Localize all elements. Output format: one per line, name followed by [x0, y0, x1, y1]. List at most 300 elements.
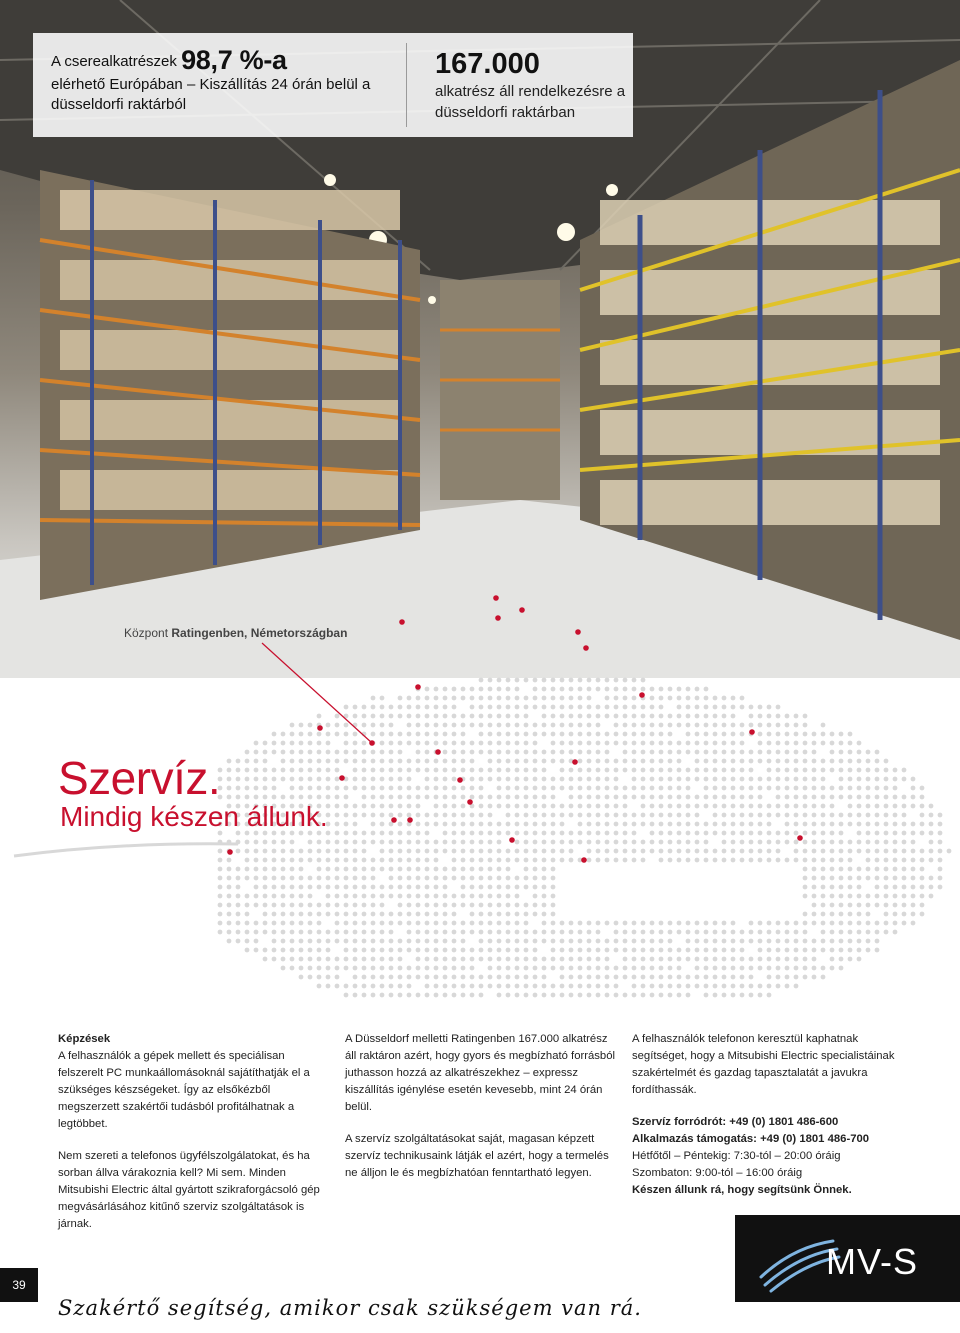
map-dot [812, 813, 817, 818]
map-dot [434, 993, 439, 998]
map-dot [668, 948, 673, 953]
map-dot [317, 912, 322, 917]
map-dot [704, 957, 709, 962]
map-dot [830, 831, 835, 836]
map-dot [713, 849, 718, 854]
map-dot [578, 948, 583, 953]
map-dot [326, 984, 331, 989]
map-dot [875, 867, 880, 872]
map-dot [263, 957, 268, 962]
map-dot [839, 912, 844, 917]
map-dot [749, 966, 754, 971]
map-dot [578, 804, 583, 809]
map-dot [236, 867, 241, 872]
map-dot [236, 912, 241, 917]
map-dot [299, 930, 304, 935]
map-dot [533, 876, 538, 881]
map-dot [650, 975, 655, 980]
map-dot [497, 867, 502, 872]
map-dot [551, 966, 556, 971]
map-dot [299, 894, 304, 899]
map-dot [290, 921, 295, 926]
map-dot [578, 831, 583, 836]
map-dot [938, 840, 943, 845]
map-dot [731, 975, 736, 980]
map-dot [407, 858, 412, 863]
map-dot [641, 858, 646, 863]
map-dot [758, 921, 763, 926]
map-dot [443, 993, 448, 998]
map-dot [443, 966, 448, 971]
map-dot [308, 975, 313, 980]
application-support: Alkalmazás támogatás: +49 (0) 1801 486-700 [632, 1133, 870, 1145]
map-dot [758, 831, 763, 836]
map-dot [353, 975, 358, 980]
map-dot [488, 867, 493, 872]
column-training [58, 1031, 328, 1248]
map-dot [380, 957, 385, 962]
map-dot [614, 921, 619, 926]
map-dot [551, 903, 556, 908]
map-dot [461, 966, 466, 971]
map-dot [659, 993, 664, 998]
map-dot [713, 831, 718, 836]
map-dot [488, 912, 493, 917]
map-dot [344, 903, 349, 908]
map-dot [425, 885, 430, 890]
map-dot [434, 957, 439, 962]
map-dot [623, 831, 628, 836]
map-dot [542, 822, 547, 827]
map-dot [443, 939, 448, 944]
map-dot [479, 813, 484, 818]
map-dot [578, 984, 583, 989]
stat-left-description: elérhető Európában – Kiszállítás 24 órán belül a düsseldorfi raktárból [51, 76, 371, 113]
map-dot [497, 921, 502, 926]
map-dot [533, 966, 538, 971]
map-dot [416, 840, 421, 845]
map-dot [461, 876, 466, 881]
map-dot [722, 831, 727, 836]
map-dot [335, 804, 340, 809]
map-dot [524, 957, 529, 962]
map-dot [452, 903, 457, 908]
map-dot [461, 984, 466, 989]
map-dot [398, 975, 403, 980]
map-dot [551, 894, 556, 899]
map-dot [533, 840, 538, 845]
map-dot [380, 939, 385, 944]
map-dot [551, 813, 556, 818]
map-dot [695, 831, 700, 836]
map-dot [587, 993, 592, 998]
map-dot [335, 894, 340, 899]
map-dot [605, 939, 610, 944]
map-dot [686, 804, 691, 809]
map-dot [677, 966, 682, 971]
map-dot [857, 912, 862, 917]
map-dot [830, 894, 835, 899]
map-dot [524, 984, 529, 989]
map-dot [506, 903, 511, 908]
map-dot [686, 813, 691, 818]
map-dot [299, 957, 304, 962]
map-dot [389, 966, 394, 971]
map-dot [866, 822, 871, 827]
map-dot [497, 984, 502, 989]
map-dot [461, 894, 466, 899]
map-dot [902, 813, 907, 818]
map-dot [803, 948, 808, 953]
map-dot [533, 948, 538, 953]
map-dot [560, 804, 565, 809]
map-dot [416, 822, 421, 827]
map-dot [830, 966, 835, 971]
map-dot [380, 849, 385, 854]
map-dot [299, 912, 304, 917]
map-dot [866, 840, 871, 845]
map-dot [875, 840, 880, 845]
map-dot [425, 939, 430, 944]
map-dot [479, 840, 484, 845]
map-dot [884, 849, 889, 854]
column-support [632, 1031, 912, 1199]
map-dot [677, 975, 682, 980]
map-dot [749, 813, 754, 818]
map-dot [614, 984, 619, 989]
map-dot [605, 948, 610, 953]
map-dot [389, 858, 394, 863]
map-dot [281, 876, 286, 881]
map-dot [920, 885, 925, 890]
map-dot [461, 867, 466, 872]
map-dot [641, 993, 646, 998]
map-dot [605, 975, 610, 980]
map-dot [425, 912, 430, 917]
map-dot [848, 885, 853, 890]
map-dot [938, 831, 943, 836]
map-dot [533, 930, 538, 935]
map-dot [515, 993, 520, 998]
map-dot [479, 867, 484, 872]
map-dot [416, 849, 421, 854]
map-dot [380, 804, 385, 809]
map-dot [506, 948, 511, 953]
map-dot [479, 975, 484, 980]
map-dot [533, 858, 538, 863]
map-dot [362, 858, 367, 863]
map-dot [434, 939, 439, 944]
map-dot [254, 858, 259, 863]
map-dot [794, 966, 799, 971]
map-dot [542, 867, 547, 872]
map-dot [461, 822, 466, 827]
map-dot [785, 822, 790, 827]
map-dot [794, 804, 799, 809]
map-dot [839, 867, 844, 872]
map-dot [632, 822, 637, 827]
map-dot [560, 813, 565, 818]
map-dot [659, 939, 664, 944]
map-dot [758, 993, 763, 998]
map-dot [830, 858, 835, 863]
map-dot [821, 885, 826, 890]
map-dot [353, 966, 358, 971]
map-dot [659, 822, 664, 827]
map-dot [605, 993, 610, 998]
map-dot [443, 822, 448, 827]
map-dot [659, 849, 664, 854]
map-dot [641, 930, 646, 935]
map-dot [884, 831, 889, 836]
map-dot [371, 939, 376, 944]
map-dot [551, 885, 556, 890]
map-dot [785, 984, 790, 989]
map-dot [623, 921, 628, 926]
map-dot [380, 822, 385, 827]
map-dot [326, 930, 331, 935]
map-dot [542, 939, 547, 944]
map-dot [614, 822, 619, 827]
map-dot [371, 885, 376, 890]
map-dot [767, 948, 772, 953]
map-dot [299, 867, 304, 872]
map-dot [749, 984, 754, 989]
map-dot [929, 822, 934, 827]
map-dot [470, 849, 475, 854]
map-dot [740, 975, 745, 980]
map-dot [560, 966, 565, 971]
map-dot [353, 921, 358, 926]
map-dot [488, 957, 493, 962]
map-dot [812, 939, 817, 944]
map-dot [497, 885, 502, 890]
map-dot [335, 840, 340, 845]
map-dot [632, 831, 637, 836]
map-dot [218, 894, 223, 899]
map-dot [542, 930, 547, 935]
map-dot [551, 804, 556, 809]
map-dot [812, 921, 817, 926]
map-dot [758, 930, 763, 935]
map-dot [344, 921, 349, 926]
map-dot [677, 849, 682, 854]
map-dot [362, 939, 367, 944]
map-dot [524, 993, 529, 998]
map-dot [470, 984, 475, 989]
map-dot [218, 912, 223, 917]
map-dot [362, 903, 367, 908]
map-dot [623, 849, 628, 854]
map-dot [785, 930, 790, 935]
map-dot [920, 858, 925, 863]
map-dot [920, 867, 925, 872]
map-dot [461, 957, 466, 962]
map-dot [731, 930, 736, 935]
map-dot [569, 804, 574, 809]
map-dot [776, 813, 781, 818]
map-dot [452, 822, 457, 827]
map-dot [803, 966, 808, 971]
map-dot [767, 849, 772, 854]
map-dot [506, 993, 511, 998]
map-dot [425, 930, 430, 935]
map-dot [308, 957, 313, 962]
location-dot [407, 817, 413, 823]
map-dot [740, 813, 745, 818]
map-dot [659, 966, 664, 971]
map-dot [677, 948, 682, 953]
map-dot [452, 867, 457, 872]
map-dot [416, 975, 421, 980]
map-dot [569, 858, 574, 863]
map-dot [461, 858, 466, 863]
map-dot [290, 849, 295, 854]
map-dot [596, 993, 601, 998]
map-dot [821, 948, 826, 953]
map-dot [776, 939, 781, 944]
stat-right-description: alkatrész áll rendelkezésre a düsseldorfi raktárban [435, 83, 626, 121]
map-dot [902, 903, 907, 908]
map-dot [371, 840, 376, 845]
map-dot [830, 876, 835, 881]
map-dot [578, 813, 583, 818]
map-dot [830, 840, 835, 845]
map-dot [569, 813, 574, 818]
hq-caption-prefix: Központ [124, 626, 169, 640]
map-dot [659, 957, 664, 962]
map-dot [470, 930, 475, 935]
map-dot [632, 840, 637, 845]
map-dot [506, 813, 511, 818]
map-dot [506, 804, 511, 809]
map-dot [416, 957, 421, 962]
map-dot [884, 876, 889, 881]
map-dot [551, 957, 556, 962]
map-dot [641, 975, 646, 980]
map-dot [677, 858, 682, 863]
map-dot [893, 804, 898, 809]
map-dot [857, 840, 862, 845]
map-dot [425, 975, 430, 980]
map-dot [911, 849, 916, 854]
location-dot [509, 837, 515, 843]
map-dot [614, 849, 619, 854]
map-dot [290, 876, 295, 881]
map-dot [659, 831, 664, 836]
map-dot [227, 903, 232, 908]
map-dot [272, 957, 277, 962]
map-dot [659, 840, 664, 845]
map-dot [776, 930, 781, 935]
map-dot [398, 849, 403, 854]
map-dot [713, 822, 718, 827]
map-dot [407, 921, 412, 926]
map-dot [632, 849, 637, 854]
map-dot [911, 903, 916, 908]
map-dot [902, 894, 907, 899]
map-dot [353, 804, 358, 809]
map-dot [758, 939, 763, 944]
map-dot [758, 858, 763, 863]
map-dot [533, 957, 538, 962]
map-dot [389, 894, 394, 899]
map-dot [380, 966, 385, 971]
map-dot [695, 849, 700, 854]
map-dot [317, 948, 322, 953]
map-dot [245, 921, 250, 926]
map-dot [407, 867, 412, 872]
map-dot [488, 831, 493, 836]
map-dot [452, 984, 457, 989]
map-dot [308, 885, 313, 890]
map-dot [749, 858, 754, 863]
map-dot [371, 993, 376, 998]
map-dot [551, 948, 556, 953]
map-dot [803, 858, 808, 863]
map-dot [596, 921, 601, 926]
map-dot [398, 939, 403, 944]
map-dot [362, 930, 367, 935]
map-dot [884, 903, 889, 908]
map-dot [353, 876, 358, 881]
map-dot [722, 984, 727, 989]
map-dot [371, 903, 376, 908]
map-dot [596, 813, 601, 818]
map-dot [830, 921, 835, 926]
map-dot [821, 912, 826, 917]
map-dot [875, 858, 880, 863]
map-dot [407, 804, 412, 809]
map-dot [884, 912, 889, 917]
map-dot [821, 939, 826, 944]
map-dot [668, 975, 673, 980]
map-dot [425, 876, 430, 881]
map-dot [812, 867, 817, 872]
map-dot [893, 813, 898, 818]
map-dot [578, 930, 583, 935]
map-dot [488, 984, 493, 989]
map-dot [461, 885, 466, 890]
map-dot [524, 804, 529, 809]
map-dot [254, 849, 259, 854]
map-dot [578, 822, 583, 827]
map-dot [605, 804, 610, 809]
map-dot [677, 813, 682, 818]
map-dot [434, 948, 439, 953]
map-dot [389, 867, 394, 872]
map-dot [479, 921, 484, 926]
map-dot [443, 984, 448, 989]
map-dot [569, 831, 574, 836]
map-dot [848, 930, 853, 935]
map-dot [614, 804, 619, 809]
map-dot [344, 822, 349, 827]
map-dot [686, 975, 691, 980]
map-dot [371, 858, 376, 863]
map-dot [335, 858, 340, 863]
map-dot [623, 939, 628, 944]
map-dot [605, 957, 610, 962]
map-dot [560, 939, 565, 944]
map-dot [281, 939, 286, 944]
map-dot [452, 840, 457, 845]
map-dot [245, 894, 250, 899]
map-dot [353, 957, 358, 962]
weekday-hours: Hétfőtől – Péntekig: 7:30-tól – 20:00 óráig [632, 1150, 841, 1162]
map-dot [713, 921, 718, 926]
map-dot [344, 930, 349, 935]
